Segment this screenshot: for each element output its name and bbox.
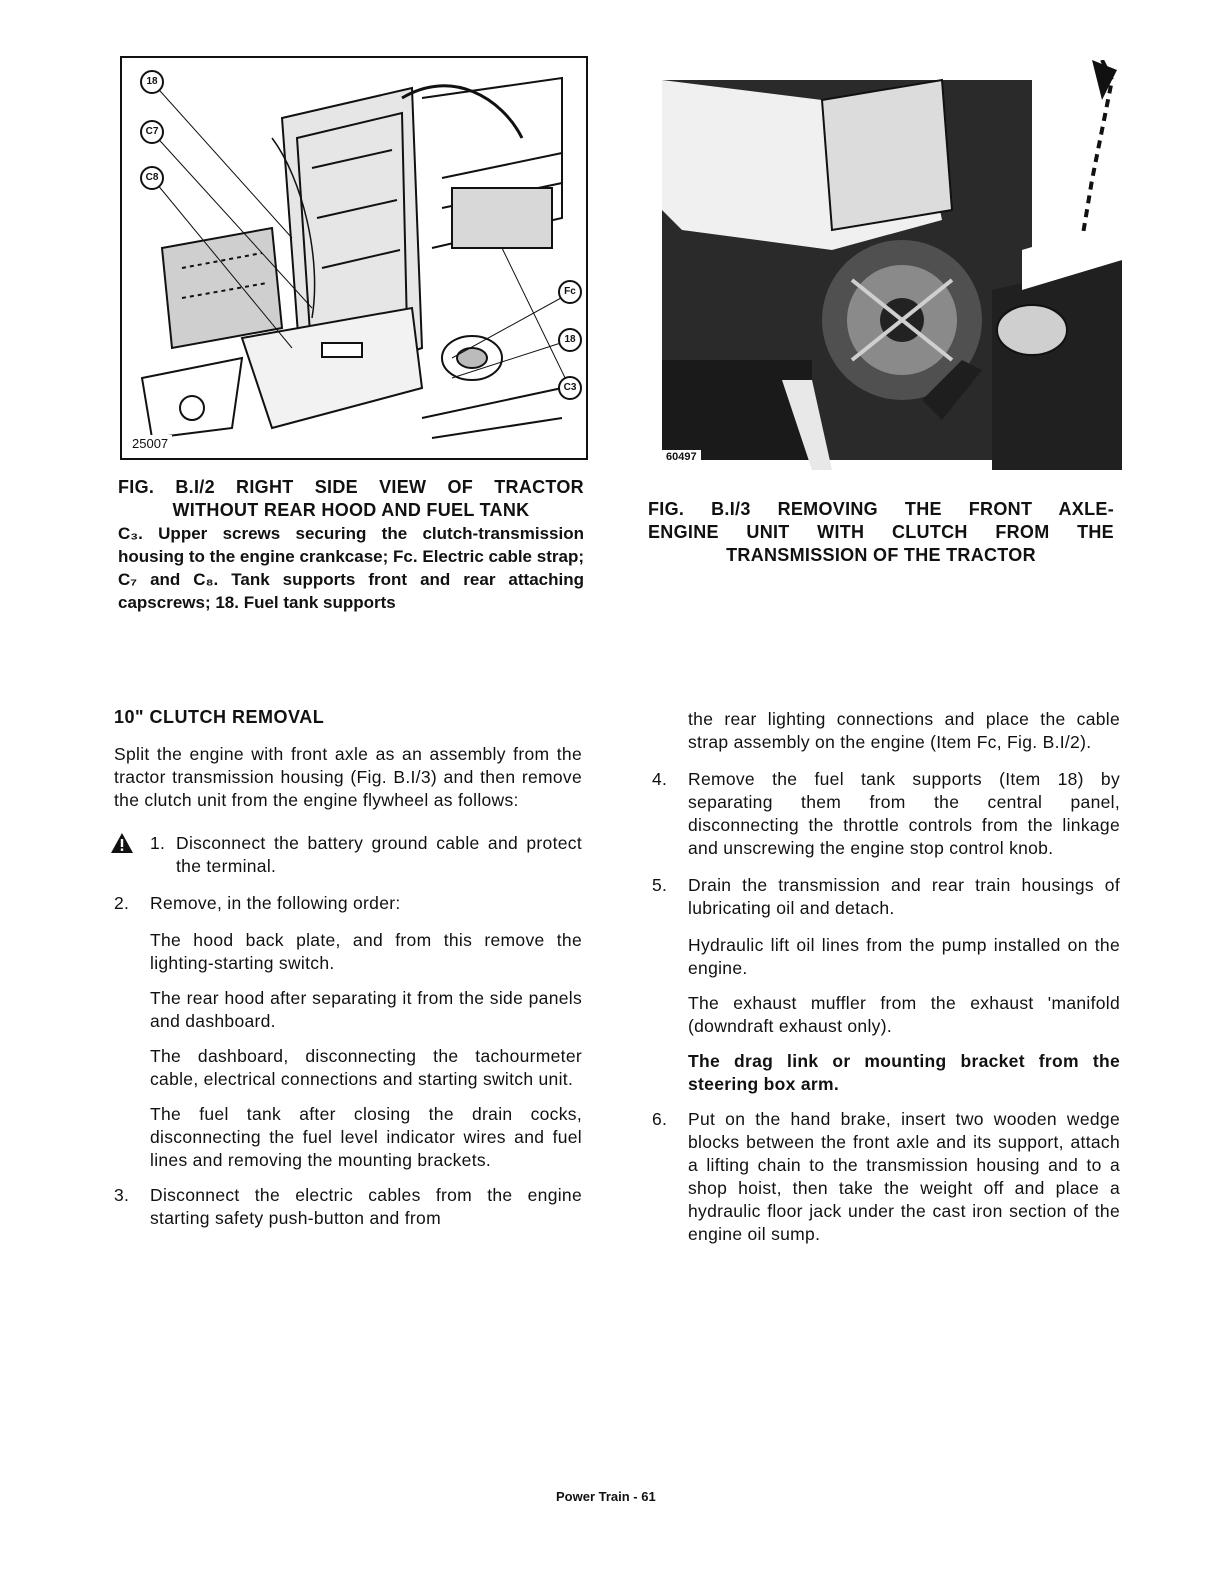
step-5 [652, 874, 1120, 920]
figure-b13-caption-title-line2: ENGINE UNIT WITH CLUTCH FROM THE [648, 522, 1114, 542]
figure-b12-caption-title-line2-text: WITHOUT REAR HOOD AND FUEL TANK [172, 500, 530, 520]
right-column [652, 708, 1120, 1260]
figure-b12-photo-number: 25007 [128, 435, 172, 452]
tractor-side-view-illustration [122, 58, 586, 458]
figure-b13-photo-number: 60497 [662, 450, 701, 464]
callout-c8: C8 [140, 166, 164, 190]
step-1-text: Disconnect the battery ground cable and protect the terminal. [176, 833, 582, 876]
callout-fc: Fc [558, 280, 582, 304]
figure-b12-caption-body: C₃. Upper screws securing the clutch-transmission housing to the engine crankcase; Fc. Electric cable strap; C₇ and C₈. Tank supports front and rear attaching capscrews; 18. Fuel tank supports [118, 524, 584, 612]
left-column [114, 706, 582, 1244]
step-5-number: 5. [652, 875, 668, 895]
figure-b12-caption-title-line2 [118, 499, 584, 522]
step-3-number: 3. [114, 1185, 130, 1205]
figure-b13-caption-title-line3-text: TRANSMISSION OF THE TRACTOR [726, 545, 1036, 565]
figure-b13-photo [662, 60, 1122, 470]
figure-b12-caption [118, 476, 584, 614]
step-6 [652, 1108, 1120, 1246]
step-3-text: Disconnect the electric cables from the engine starting safety push-button and from [150, 1185, 582, 1228]
engine-axle-removal-photo [662, 60, 1122, 470]
step-1-number: 1. [150, 833, 166, 853]
callout-18-top: 18 [140, 70, 164, 94]
step-2-sub-2: The rear hood after separating it from the side panels and dashboard. [150, 988, 582, 1031]
step-4 [652, 768, 1120, 860]
callout-18-bottom: 18 [558, 328, 582, 352]
figure-b12-drawing [120, 56, 588, 460]
step-2-sub-3: The dashboard, disconnecting the tachourmeter cable, electrical connections and starting switch unit. [150, 1046, 582, 1089]
section-heading: 10" CLUTCH REMOVAL [114, 707, 325, 727]
page-footer: Power Train - 61 [556, 1489, 656, 1504]
step-5-sub-3: The drag link or mounting bracket from the steering box arm. [688, 1051, 1120, 1094]
step-2 [114, 892, 582, 915]
step-2-sub-1: The hood back plate, and from this remove the lighting-starting switch. [150, 930, 582, 973]
step-5-sub-2: The exhaust muffler from the exhaust 'manifold (downdraft exhaust only). [688, 993, 1120, 1036]
step-4-text: Remove the fuel tank supports (Item 18) by separating them from the central panel, disconnecting the throttle controls from the linkage and unscrewing the engine stop control knob. [688, 769, 1120, 858]
figure-b12-caption-title-line1: FIG. B.I/2 RIGHT SIDE VIEW OF TRACTOR [118, 477, 584, 497]
warning-triangle-icon [110, 832, 134, 854]
callout-c3: C3 [558, 376, 582, 400]
step-5-text: Drain the transmission and rear train housings of lubricating oil and detach. [688, 875, 1120, 918]
figure-b13-caption-title-line3 [648, 544, 1114, 567]
step-6-number: 6. [652, 1109, 668, 1129]
step-6-text: Put on the hand brake, insert two wooden wedge blocks between the front axle and its support, attach a lifting chain to the transmission housing and to a shop hoist, then take the weight off and place a hydraulic floor jack under the cast iron section of the engine oil sump. [688, 1109, 1120, 1244]
step-1 [114, 832, 582, 878]
step-4-number: 4. [652, 769, 668, 789]
step-3-continuation: the rear lighting connections and place the cable strap assembly on the engine (Item Fc, Fig. B.I/2). [688, 709, 1120, 752]
step-2-text: Remove, in the following order: [150, 893, 401, 913]
figure-b13-caption-title-line1: FIG. B.I/3 REMOVING THE FRONT AXLE- [648, 499, 1114, 519]
step-5-sub-1: Hydraulic lift oil lines from the pump installed on the engine. [688, 935, 1120, 978]
step-2-sub-4: The fuel tank after closing the drain cocks, disconnecting the fuel level indicator wires and fuel lines and removing the mounting brackets. [150, 1104, 582, 1170]
callout-c7: C7 [140, 120, 164, 144]
section-intro: Split the engine with front axle as an assembly from the tractor transmission housing (Fig. B.I/3) and then remove the clutch unit from the engine flywheel as follows: [114, 744, 582, 810]
step-2-number: 2. [114, 893, 130, 913]
step-3 [114, 1184, 582, 1230]
figure-b13-caption [648, 498, 1114, 567]
